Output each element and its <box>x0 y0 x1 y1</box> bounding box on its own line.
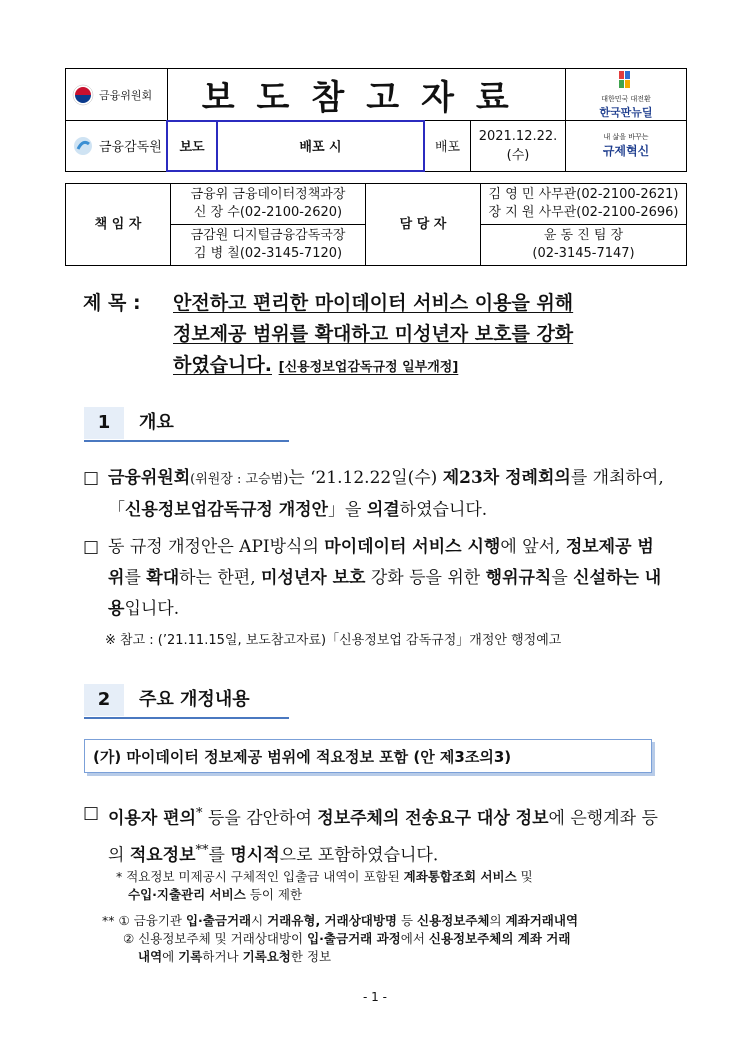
page-title: 보도참고자료 <box>167 69 566 121</box>
subject-line-2: 정보제공 범위를 확대하고 미성년자 보호를 강화 <box>173 323 574 345</box>
text-seg: 및 <box>516 869 533 884</box>
new-deal-icon <box>611 69 641 91</box>
checkbox-bullet: □ <box>83 803 100 823</box>
resp2-person: 김 병 칠(02-3145-7120) <box>193 246 343 261</box>
text-seg: 동 규정 개정안은 API방식의 <box>108 537 325 557</box>
list-number: ① <box>118 913 130 928</box>
resp1-person: 신 장 수(02-2100-2620) <box>193 205 343 220</box>
fsc-emblem-icon <box>72 84 94 106</box>
charge1-person: 김 영 민 사무관(02-2100-2621) <box>488 187 679 202</box>
text-seg: 등이 제한 <box>245 887 303 902</box>
text-seg: 하였습니다. <box>399 500 488 520</box>
text-seg: * 적요정보 미제공시 구체적인 입출금 내역이 포함된 <box>116 869 404 884</box>
fsc-logo-cell <box>66 69 168 121</box>
text-seg: 을 <box>551 568 574 588</box>
reference-note: ※ 참고 : (’21.11.15일, 보도참고자료)「신용정보업 감독규정」개정안 행정예고 <box>105 633 562 648</box>
regulation-caption: 내 삶을 바꾸는 <box>603 133 649 142</box>
contact-table <box>65 183 687 266</box>
text-seg: 하는 한편, <box>179 568 262 588</box>
charge2-person: 장 지 원 사무관(02-2100-2696) <box>488 205 679 220</box>
resp2-dept: 금감원 디지털금융감독국장 <box>190 228 346 243</box>
text-seg: 마이데이터 서비스 시행 <box>324 537 501 557</box>
text-seg: 거래유형, 거래상대방명 <box>267 913 398 928</box>
new-deal-logo <box>566 69 687 121</box>
text-seg: 하거나 <box>202 949 243 964</box>
text-seg: 명시적 <box>230 845 280 866</box>
charge3-phone: (02-3145-7147) <box>532 246 635 261</box>
section-2-heading <box>84 684 289 716</box>
fss-name: 금융감독원 <box>99 140 162 156</box>
text-seg: 이용자 편의 <box>108 808 197 829</box>
section-2-underline <box>84 717 289 719</box>
text-seg: 를 개최하여, 「 <box>108 468 664 520</box>
text-seg: 의 <box>489 913 506 928</box>
text-seg: 에 <box>162 949 179 964</box>
text-seg: 신용정보주체의 계좌 거래 <box>428 931 571 946</box>
text-seg: 를 <box>124 568 147 588</box>
text-seg: (위원장 : 고승범) <box>190 472 289 487</box>
charge3-person: 윤 동 진 팀 장 <box>543 228 624 243</box>
text-seg: 강화 등을 위한 <box>365 568 486 588</box>
text-seg: 내역 <box>138 949 163 964</box>
text-seg: 확대 <box>146 568 180 588</box>
subject-line-3: 하였습니다. <box>173 354 272 376</box>
text-seg: 에서 <box>400 931 429 946</box>
fss-logo-cell <box>66 121 168 171</box>
text-seg: 정보제공 범위 <box>108 537 654 588</box>
text-seg: 신용정보주체 <box>417 913 490 928</box>
footnote-mark: ** <box>195 842 209 858</box>
subject-text <box>173 288 673 383</box>
checkbox-bullet: □ <box>83 537 100 557</box>
regulation-logo <box>566 121 687 171</box>
text-seg: 금융기관 <box>133 913 186 928</box>
text-seg: 미성년자 보호 <box>261 568 366 588</box>
text-seg: 행위규칙 <box>485 568 552 588</box>
text-seg: 한 정보 <box>290 949 332 964</box>
new-deal-caption: 대한민국 대전환 <box>601 95 651 104</box>
dist-label: 배포 <box>424 121 471 171</box>
resp1-dept: 금융위 금융데이터정책과장 <box>190 187 346 202</box>
text-seg: 으로 포함하였습니다. <box>279 845 439 866</box>
regulation-name: 규제혁신 <box>602 144 650 159</box>
subject-bracket: [신용정보업감독규정 일부개정] <box>278 360 459 375</box>
text-seg: 입·출금거래 과정 <box>307 931 401 946</box>
section-2-title: 주요 개정내용 <box>139 689 250 710</box>
text-seg: 계좌거래내역 <box>505 913 579 928</box>
page-number: - 1 - <box>363 990 387 1004</box>
subject-label: 제 목 : <box>83 292 141 314</box>
text-seg: 적요정보 <box>129 845 196 866</box>
dist-date: 2021.12.22.(수) <box>471 121 566 171</box>
text-seg: 기록요청 <box>242 949 291 964</box>
footnote-1 <box>116 868 671 904</box>
text-seg: 등을 감안하여 <box>202 808 318 829</box>
resp-label: 책 임 자 <box>66 184 171 266</box>
text-seg: 는 ‘21.12.22일(수) <box>288 468 443 488</box>
text-seg: 에 앞서, <box>500 537 566 557</box>
text-seg: 」을 <box>327 500 367 520</box>
text-seg: 에 은행계좌 등의 <box>108 808 658 866</box>
text-seg: 금융위원회 <box>108 468 191 488</box>
list-number: ② <box>123 931 135 946</box>
section-1-title: 개요 <box>139 412 174 433</box>
fsc-name: 금융위원회 <box>99 88 153 102</box>
text-seg: 신용정보업감독규정 개정안 <box>125 500 328 520</box>
subsection-heading: (가) 마이데이터 정보제공 범위에 적요정보 포함 (안 제3조의3) <box>84 739 652 773</box>
section-1-number: 1 <box>84 407 124 439</box>
header-table <box>65 68 687 172</box>
text-seg: 정보주체의 전송요구 대상 정보 <box>317 808 549 829</box>
release-label: 보도 <box>167 121 217 171</box>
footnote-mark: * <box>196 806 203 821</box>
fss-emblem-icon <box>72 135 94 157</box>
charge-label: 담 당 자 <box>366 184 481 266</box>
text-seg: 등 <box>397 913 418 928</box>
text-seg: 입·출금거래 <box>185 913 252 928</box>
text-seg: 입니다. <box>124 599 180 619</box>
text-seg: 를 <box>208 845 231 866</box>
text-seg: 의결 <box>366 500 400 520</box>
footnote-2 <box>102 912 672 966</box>
text-seg: 기록 <box>178 949 203 964</box>
section-2-number: 2 <box>84 684 124 716</box>
text-seg: 수입·지출관리 서비스 <box>128 887 246 902</box>
text-seg: 신용정보주체 및 거래상대방이 <box>138 931 308 946</box>
footnote-mark: ** <box>102 913 115 928</box>
section-1-heading <box>84 407 289 439</box>
text-seg: 신설하는 내용 <box>108 568 662 619</box>
new-deal-name: 한국판뉴딜 <box>599 106 653 120</box>
release-value: 배포 시 <box>217 121 424 171</box>
checkbox-bullet: □ <box>83 468 100 488</box>
text-seg: 시 <box>251 913 268 928</box>
text-seg: 계좌통합조회 서비스 <box>403 869 517 884</box>
section-1-underline <box>84 440 289 442</box>
text-seg: 제23차 정례회의 <box>442 468 571 488</box>
subject-line-1: 안전하고 편리한 마이데이터 서비스 이용을 위해 <box>173 292 574 314</box>
